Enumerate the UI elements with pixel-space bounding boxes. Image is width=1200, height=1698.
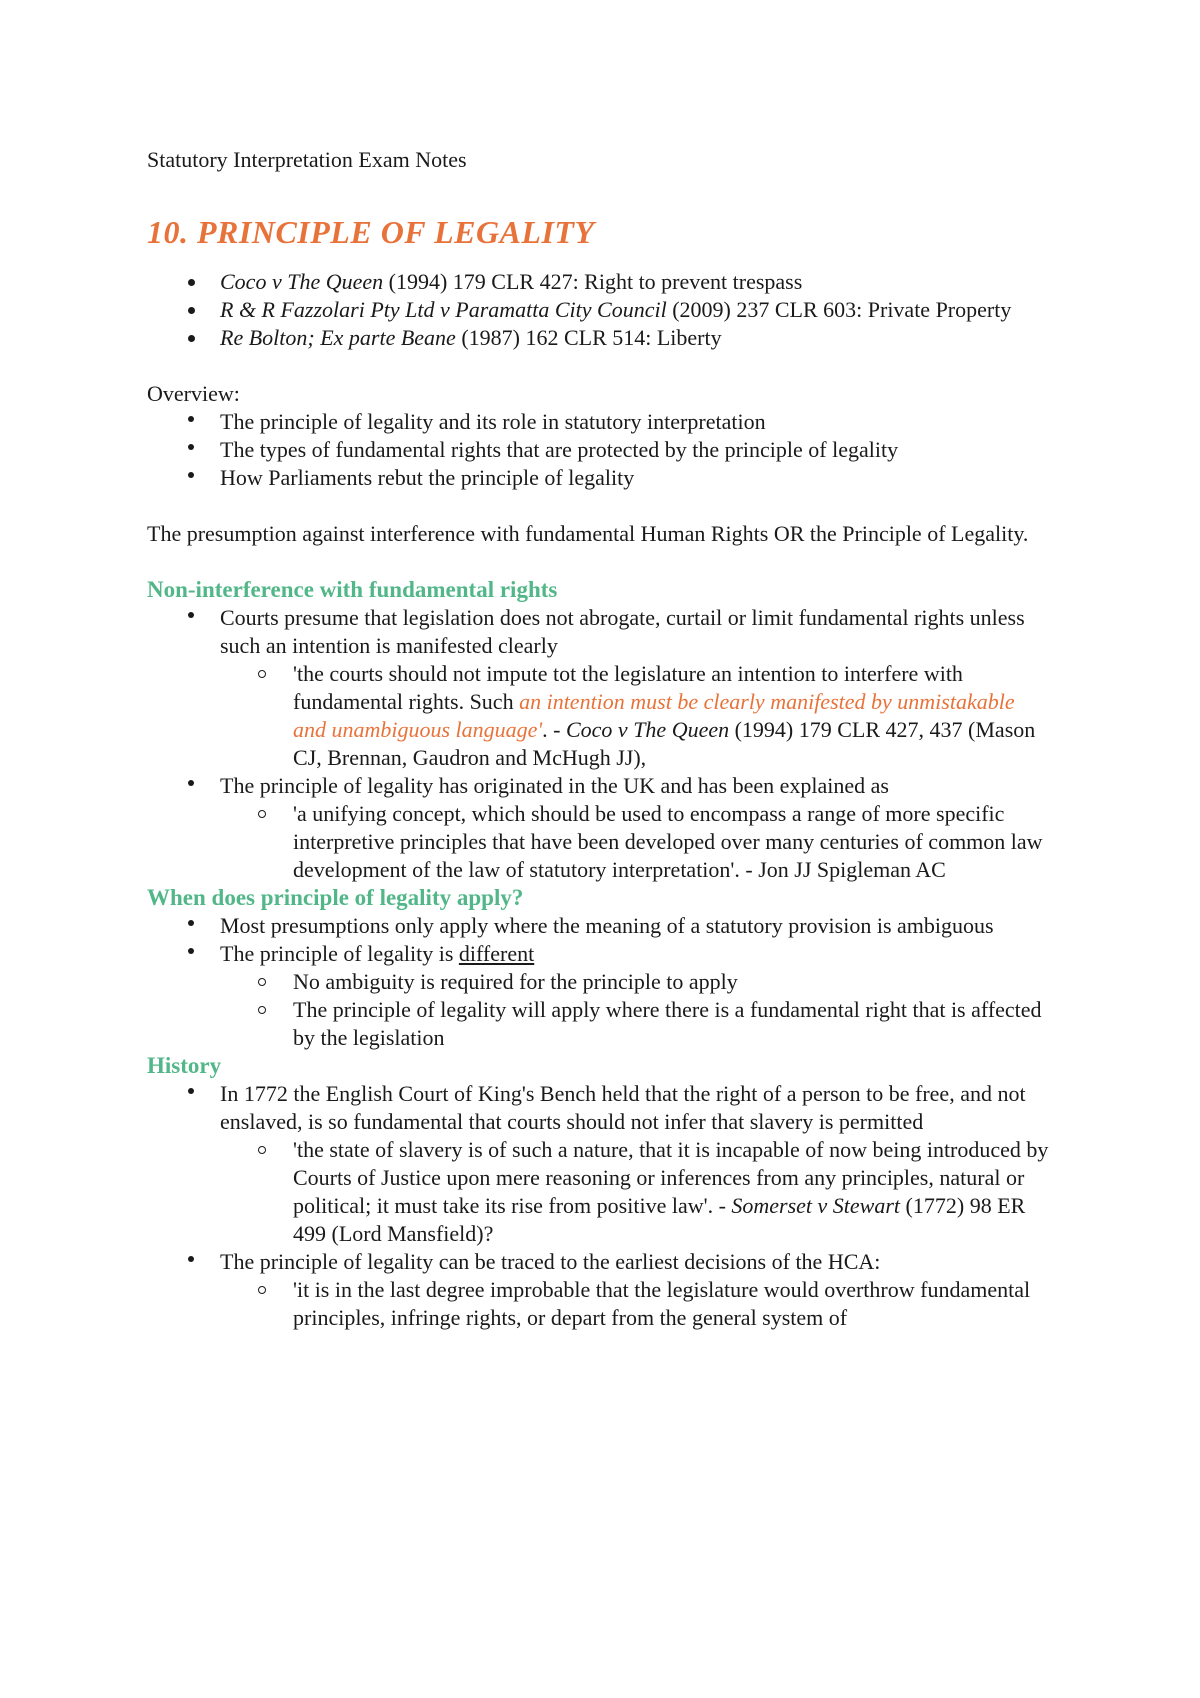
history-heading: History xyxy=(147,1053,222,1078)
non-interference-list xyxy=(147,604,1050,884)
case-name: Re Bolton; Ex parte Beane xyxy=(220,325,456,350)
case-list xyxy=(147,268,1050,352)
list-item: Most presumptions only apply where the meaning of a statutory provision is ambiguous xyxy=(147,912,1050,940)
sub-list xyxy=(220,1136,1050,1248)
list-item xyxy=(147,324,1050,352)
sub-list xyxy=(220,1276,1050,1332)
non-interference-heading: Non-interference with fundamental rights xyxy=(147,577,558,602)
list-item xyxy=(147,940,1050,1052)
bullet-text: In 1772 the English Court of King's Bench held that the right of a person to be free, and not enslaved, is so fundamental that courts should not infer that slavery is permitted xyxy=(220,1081,1026,1134)
emphasized-quote: an intention must be clearly manifested by unmistakable and unambiguous language' xyxy=(293,689,1015,742)
when-apply-list xyxy=(147,912,1050,1052)
case-citation: (1994) 179 CLR 427: Right to prevent trespass xyxy=(383,269,803,294)
list-item xyxy=(147,296,1050,324)
list-item xyxy=(147,604,1050,772)
overview-label: Overview: xyxy=(147,381,240,406)
bullet-text: Courts presume that legislation does not abrogate, curtail or limit fundamental rights unless such an intention is manifested clearly xyxy=(220,605,1025,658)
case-name: R & R Fazzolari Pty Ltd v Paramatta City Council xyxy=(220,297,667,322)
overview-list xyxy=(147,408,1050,492)
sub-item: The principle of legality will apply where there is a fundamental right that is affected by the legislation xyxy=(220,996,1050,1052)
sub-list xyxy=(220,968,1050,1052)
quote-text: 'the courts should not impute tot the legislature an intention to interfere with fundamental rights. Such xyxy=(293,661,963,714)
quote-item: 'it is in the last degree improbable that the legislature would overthrow fundamental principles, infringe rights, or depart from the general system of xyxy=(220,1276,1050,1332)
list-item xyxy=(147,268,1050,296)
list-item: How Parliaments rebut the principle of legality xyxy=(147,464,1050,492)
case-citation: (1987) 162 CLR 514: Liberty xyxy=(455,325,722,350)
list-item xyxy=(147,1080,1050,1248)
sub-list xyxy=(220,660,1050,772)
case-name: Coco v The Queen xyxy=(220,269,384,294)
case-citation: (2009) 237 CLR 603: Private Property xyxy=(666,297,1012,322)
list-item: The types of fundamental rights that are protected by the principle of legality xyxy=(147,436,1050,464)
quote-text: 'the state of slavery is of such a nature, that it is incapable of now being introduced by Courts of Justice upon mere reasoning or inferences from any principles, natural or political; it must take its rise from positive law'. - xyxy=(293,1137,1049,1218)
case-name: Coco v The Queen xyxy=(565,717,730,742)
list-item xyxy=(147,772,1050,884)
document-title: Statutory Interpretation Exam Notes xyxy=(147,147,467,172)
quote-item xyxy=(220,660,1050,772)
section-heading: 10. PRINCIPLE OF LEGALITY xyxy=(147,214,595,250)
sub-list xyxy=(220,800,1050,884)
case-name: Somerset v Stewart xyxy=(731,1193,901,1218)
quote-dash: . - xyxy=(542,717,566,742)
quote-item xyxy=(220,1136,1050,1248)
when-apply-heading: When does principle of legality apply? xyxy=(147,885,524,910)
sub-item: No ambiguity is required for the principle to apply xyxy=(220,968,1050,996)
underlined-text: different xyxy=(458,941,535,966)
bullet-text: The principle of legality can be traced to the earliest decisions of the HCA: xyxy=(220,1249,881,1274)
list-item: The principle of legality and its role in statutory interpretation xyxy=(147,408,1050,436)
case-citation: (1994) 179 CLR 427, 437 (Mason CJ, Brennan, Gaudron and McHugh JJ), xyxy=(293,717,1036,770)
quote-item: 'a unifying concept, which should be used to encompass a range of more specific interpretive principles that have been developed over many centuries of common law development of the law of statutory interpretation'. - Jon JJ Spigleman AC xyxy=(220,800,1050,884)
case-citation: (1772) 98 ER 499 (Lord Mansfield)? xyxy=(293,1193,1026,1246)
bullet-text: The principle of legality has originated in the UK and has been explained as xyxy=(220,773,889,798)
presumption-paragraph: The presumption against interference with fundamental Human Rights OR the Principle of Legality. xyxy=(147,521,1029,546)
bullet-text: The principle of legality is xyxy=(220,941,459,966)
list-item xyxy=(147,1248,1050,1332)
history-list xyxy=(147,1080,1050,1332)
